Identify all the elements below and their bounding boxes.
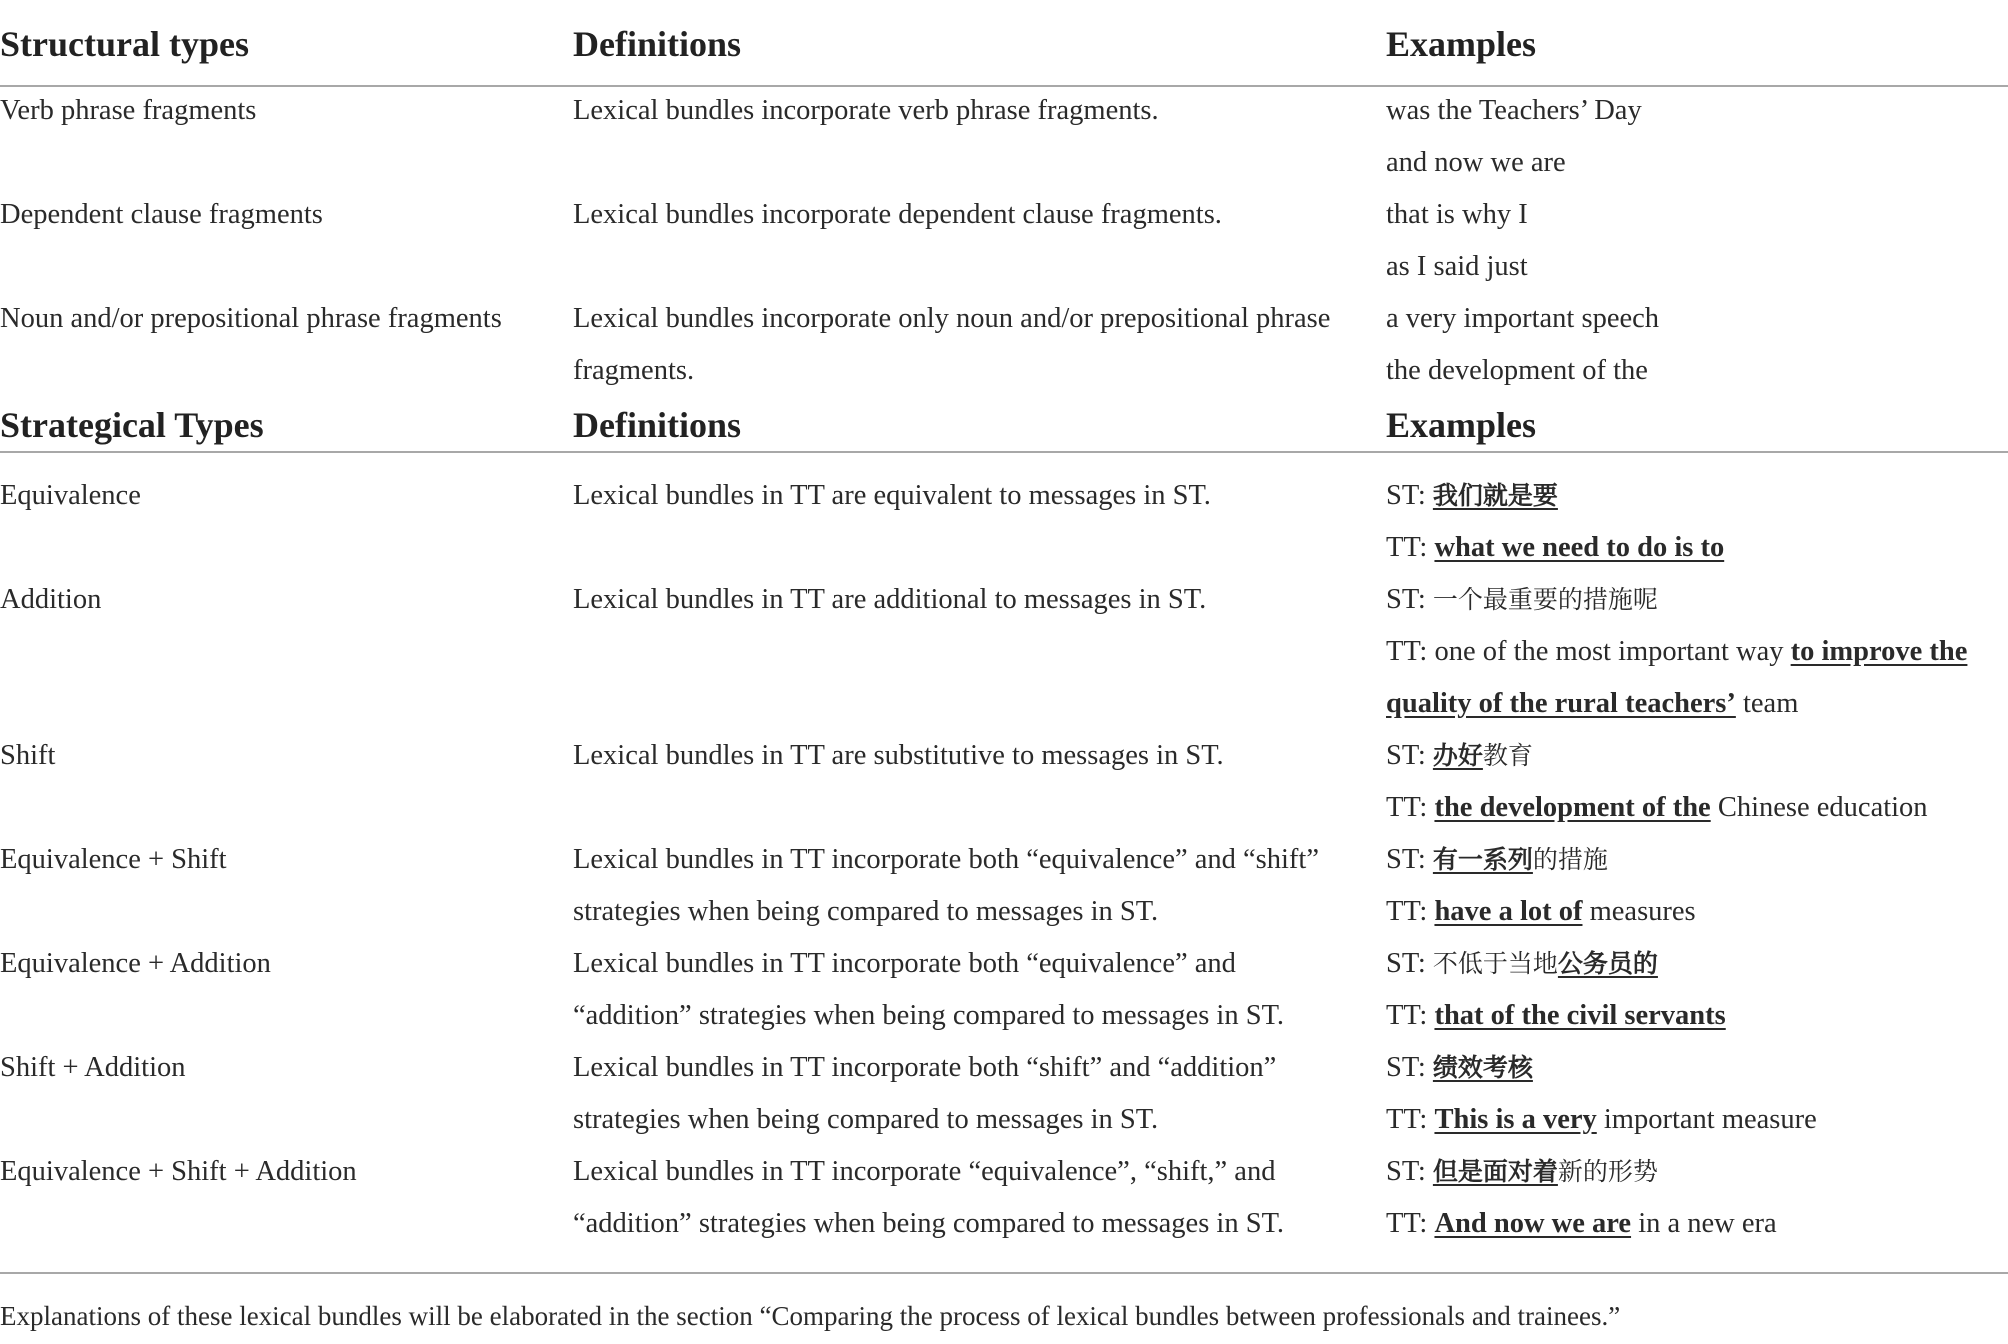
- tt-example: TT: And now we are in a new era: [1386, 1208, 1777, 1239]
- tt-example: TT: the development of the Chinese education: [1386, 792, 1928, 823]
- header-examples: Examples: [1386, 405, 1537, 445]
- row-definition: strategies when being compared to messages in ST.: [573, 1104, 1159, 1135]
- row-definition: Lexical bundles in TT incorporate both “shift” and “addition”: [573, 1052, 1277, 1083]
- row-definition: “addition” strategies when being compared to messages in ST.: [573, 1000, 1284, 1031]
- tt-example: TT: that of the civil servants: [1386, 1000, 1726, 1031]
- row-example: that is why I: [1386, 199, 1528, 230]
- tt-example: TT: what we need to do is to: [1386, 532, 1725, 563]
- tt-example: TT: This is a very important measure: [1386, 1104, 1817, 1135]
- row-definition: “addition” strategies when being compared to messages in ST.: [573, 1208, 1284, 1239]
- tt-example-continued: quality of the rural teachers’ team: [1386, 688, 1799, 719]
- header-examples: Examples: [1386, 24, 1537, 64]
- row-example: as I said just: [1386, 251, 1528, 282]
- table-footnote: Explanations of these lexical bundles will be elaborated in the section “Comparing the process of lexical bundles between professionals and trainees.”: [0, 1301, 1621, 1331]
- row-example: was the Teachers’ Day: [1386, 95, 1642, 126]
- row-definition: Lexical bundles in TT are equivalent to messages in ST.: [573, 480, 1211, 511]
- row-definition: Lexical bundles in TT incorporate both “equivalence” and “shift”: [573, 844, 1319, 875]
- row-type: Noun and/or prepositional phrase fragments: [0, 303, 502, 334]
- row-definition: fragments.: [573, 355, 695, 386]
- row-definition: Lexical bundles incorporate dependent clause fragments.: [573, 199, 1222, 230]
- row-type: Verb phrase fragments: [0, 95, 257, 126]
- st-example: ST: 有一系列的措施: [1386, 844, 1608, 875]
- tt-example: TT: one of the most important way to improve the: [1386, 636, 1968, 667]
- row-type: Addition: [0, 584, 102, 615]
- tt-example: TT: have a lot of measures: [1386, 896, 1696, 927]
- st-example: ST: 我们就是要: [1386, 480, 1558, 511]
- row-definition: Lexical bundles incorporate verb phrase fragments.: [573, 95, 1159, 126]
- row-example: the development of the: [1386, 355, 1648, 386]
- header-definitions: Definitions: [573, 24, 742, 64]
- row-type: Dependent clause fragments: [0, 199, 323, 230]
- row-type: Equivalence + Shift: [0, 844, 227, 875]
- row-type: Equivalence: [0, 480, 141, 511]
- row-definition: Lexical bundles in TT incorporate both “equivalence” and: [573, 948, 1236, 979]
- row-definition: Lexical bundles in TT are substitutive to messages in ST.: [573, 740, 1224, 771]
- row-definition: Lexical bundles in TT are additional to messages in ST.: [573, 584, 1207, 615]
- row-type: Shift: [0, 740, 56, 771]
- row-definition: strategies when being compared to messages in ST.: [573, 896, 1159, 927]
- st-example: ST: 办好教育: [1386, 740, 1533, 771]
- header-rule: [0, 451, 2008, 453]
- st-example: ST: 不低于当地公务员的: [1386, 948, 1658, 979]
- st-example: ST: 一个最重要的措施呢: [1386, 584, 1658, 615]
- row-type: Shift + Addition: [0, 1052, 186, 1083]
- row-definition: Lexical bundles incorporate only noun and/or prepositional phrase: [573, 303, 1331, 334]
- header-structural-types: Structural types: [0, 24, 249, 64]
- row-type: Equivalence + Shift + Addition: [0, 1156, 357, 1187]
- row-example: and now we are: [1386, 147, 1566, 178]
- row-type: Equivalence + Addition: [0, 948, 271, 979]
- header-strategical-types: Strategical Types: [0, 405, 264, 445]
- row-example: a very important speech: [1386, 303, 1660, 334]
- row-definition: Lexical bundles in TT incorporate “equivalence”, “shift,” and: [573, 1156, 1276, 1187]
- header-definitions: Definitions: [573, 405, 742, 445]
- st-example: ST: 但是面对着新的形势: [1386, 1156, 1658, 1187]
- st-example: ST: 绩效考核: [1386, 1052, 1533, 1083]
- table-bottom-rule: [0, 1272, 2008, 1274]
- header-rule: [0, 85, 2008, 87]
